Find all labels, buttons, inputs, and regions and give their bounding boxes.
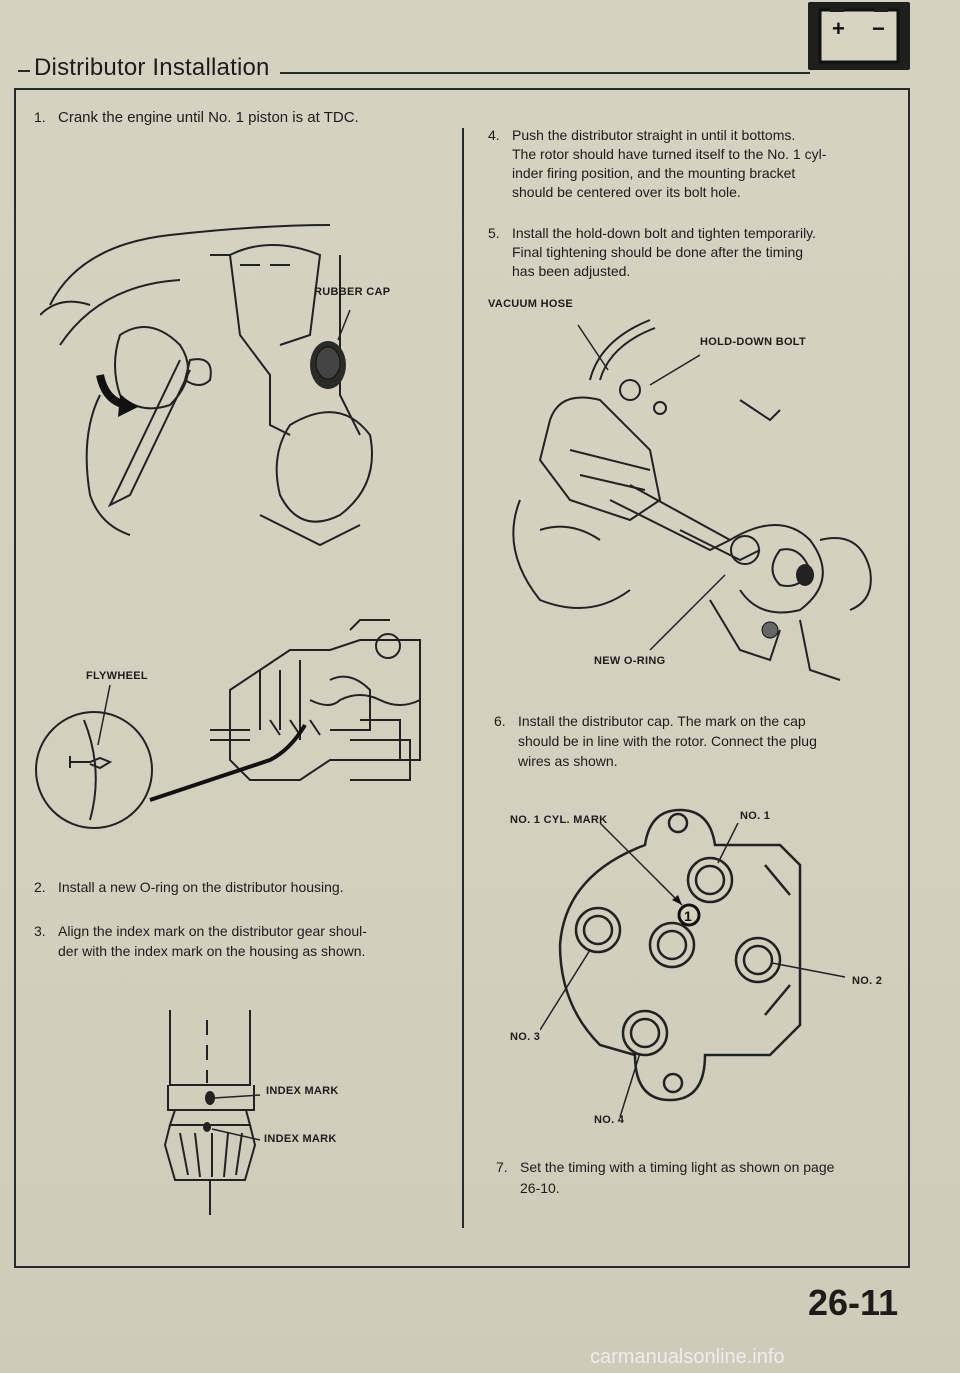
step-6-text-line-2: should be in line with the rotor. Connect the plug bbox=[518, 733, 817, 749]
step-3-number: 3. bbox=[34, 923, 46, 939]
frame-top-rule bbox=[14, 88, 910, 90]
step-4-text-line-4: should be centered over its bolt hole. bbox=[512, 184, 741, 200]
header-rule bbox=[280, 72, 810, 74]
figure-index-mark bbox=[150, 1005, 280, 1225]
step-4-text-line-3: inder firing position, and the mounting bracket bbox=[512, 165, 796, 181]
figure-distributor-install bbox=[480, 300, 900, 700]
cap-mark-1: 1 bbox=[684, 908, 692, 924]
title-dash bbox=[18, 70, 30, 72]
column-divider bbox=[462, 128, 464, 1228]
frame-left-rule bbox=[14, 88, 16, 1268]
svg-text:−: − bbox=[872, 16, 885, 41]
section-title: Distributor Installation bbox=[34, 54, 270, 81]
step-3-text-line-1: Align the index mark on the distributor gear shoul- bbox=[58, 923, 367, 939]
label-no1: NO. 1 bbox=[740, 810, 771, 822]
step-7-text-line-1: Set the timing with a timing light as shown on page bbox=[520, 1159, 835, 1175]
step-5-text-line-1: Install the hold-down bolt and tighten temporarily. bbox=[512, 225, 817, 241]
step-4-text-line-2: The rotor should have turned itself to the No. 1 cyl- bbox=[512, 146, 827, 162]
step-2-text: Install a new O-ring on the distributor housing. bbox=[58, 879, 344, 895]
step-6-number: 6. bbox=[494, 713, 506, 729]
step-6-text-line-1: Install the distributor cap. The mark on the cap bbox=[518, 713, 806, 729]
step-7-text-line-2: 26-10. bbox=[520, 1180, 560, 1196]
watermark-text: carmanualsonline.info bbox=[590, 1346, 785, 1368]
battery-icon bbox=[808, 2, 910, 70]
step-2-number: 2. bbox=[34, 879, 46, 895]
step-7-number: 7. bbox=[496, 1159, 508, 1175]
step-4-number: 4. bbox=[488, 127, 500, 143]
step-5-text-line-2: Final tightening should be done after the timing bbox=[512, 244, 804, 260]
step-3-text-line-2: der with the index mark on the housing as shown. bbox=[58, 943, 366, 959]
label-hold-down-bolt: HOLD-DOWN BOLT bbox=[700, 336, 807, 348]
step-5-number: 5. bbox=[488, 225, 500, 241]
label-flywheel: FLYWHEEL bbox=[86, 670, 148, 682]
label-index-mark-upper: INDEX MARK bbox=[266, 1085, 339, 1097]
label-no1-cyl-mark: NO. 1 CYL. MARK bbox=[510, 814, 608, 826]
label-new-o-ring: NEW O-RING bbox=[594, 655, 666, 667]
step-1-text: Crank the engine until No. 1 piston is at TDC. bbox=[58, 109, 359, 126]
label-no2: NO. 2 bbox=[852, 975, 883, 987]
label-no4: NO. 4 bbox=[594, 1114, 625, 1126]
frame-bottom-rule bbox=[14, 1266, 910, 1268]
step-1-number: 1. bbox=[34, 109, 46, 125]
step-6-text-line-3: wires as shown. bbox=[518, 753, 618, 769]
step-5-text-line-3: has been adjusted. bbox=[512, 263, 631, 279]
label-rubber-cap: RUBBER CAP bbox=[314, 286, 391, 298]
label-no3: NO. 3 bbox=[510, 1031, 541, 1043]
figure-flywheel bbox=[30, 610, 430, 840]
frame-right-rule bbox=[908, 88, 910, 1268]
figure-rubber-cap bbox=[40, 195, 450, 565]
label-index-mark-lower: INDEX MARK bbox=[264, 1133, 337, 1145]
page-number: 26-11 bbox=[808, 1282, 899, 1323]
step-4-text-line-1: Push the distributor straight in until it bottoms. bbox=[512, 127, 796, 143]
figure-distributor-cap bbox=[540, 805, 870, 1125]
svg-text:+: + bbox=[832, 16, 845, 41]
label-vacuum-hose: VACUUM HOSE bbox=[488, 298, 573, 310]
